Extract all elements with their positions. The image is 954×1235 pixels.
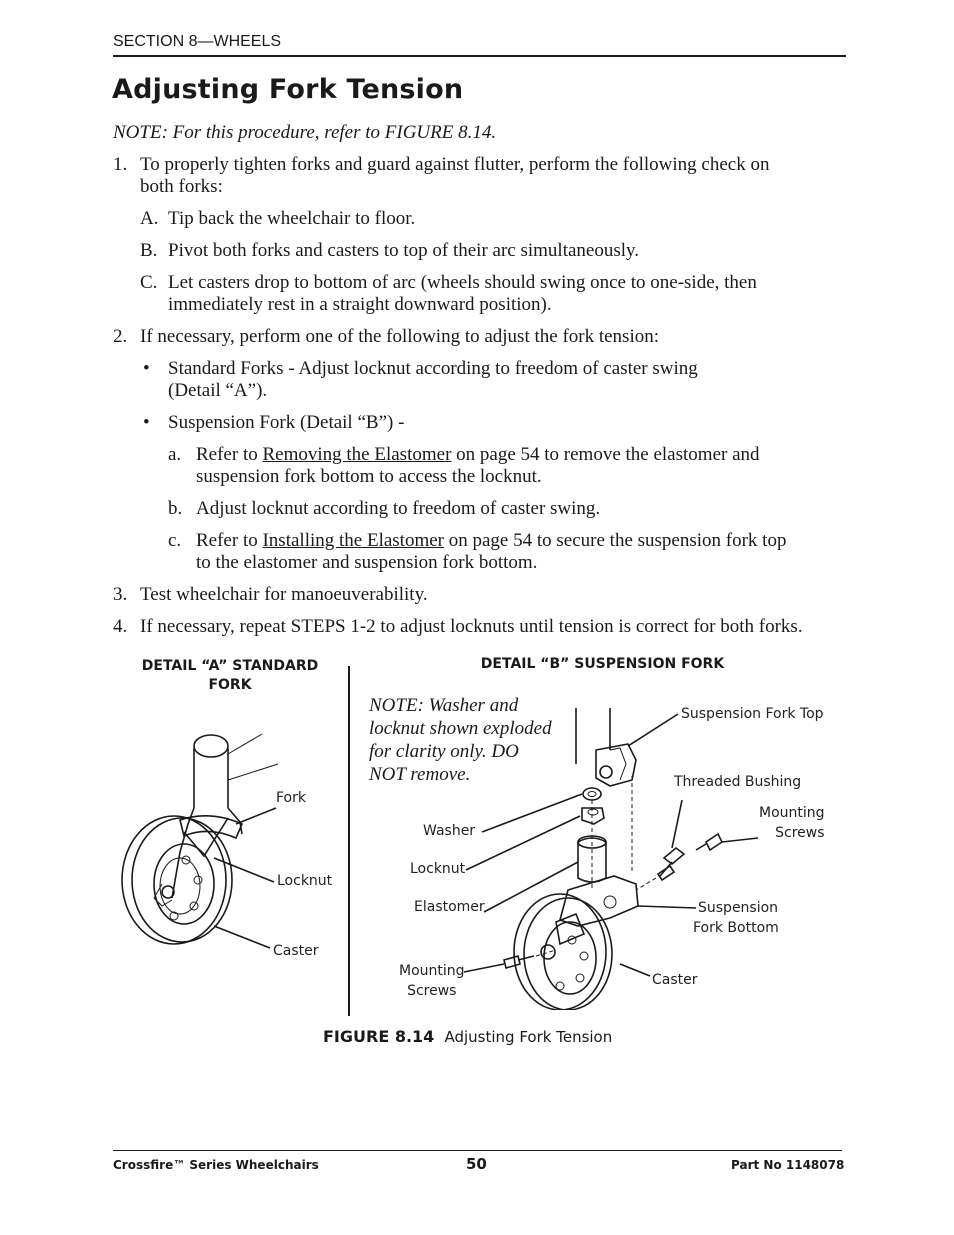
callout-suspension-fork-bottom: Suspension Fork Bottom (693, 900, 779, 936)
callout-suspension-fork-top: Suspension Fork Top (681, 706, 824, 722)
substep-text: Tip back the wheelchair to floor. (168, 208, 416, 229)
sub-bullet-text: suspension fork bottom to access the locknut. (196, 466, 542, 487)
sub-bullet-label: c. (168, 530, 182, 551)
sub-bullet-text: Refer to Installing the Elastomer on page 54 to secure the suspension fork top (196, 530, 787, 551)
callout-locknut-b: Locknut (410, 861, 466, 877)
footer-part-number: Part No 1148078 (731, 1158, 845, 1172)
detail-b-heading: DETAIL “B” SUSPENSION FORK (480, 656, 725, 672)
substep-text: Pivot both forks and casters to top of their arc simultaneously. (168, 240, 640, 261)
step-number: 2. (113, 326, 128, 347)
substep-label: A. (140, 208, 159, 229)
footer-product: Crossfire™ Series Wheelchairs (113, 1158, 319, 1172)
callout-washer: Washer (423, 823, 476, 839)
substep-text: immediately rest in a straight downward position). (168, 294, 552, 315)
bullet-text: Suspension Fork (Detail “B”) - (168, 412, 405, 433)
callout-mounting-screws-top: Mounting Screws (759, 805, 825, 841)
substep-text: Let casters drop to bottom of arc (wheels should swing once to one-side, then (168, 272, 757, 293)
substep-label: C. (140, 272, 158, 293)
installing-elastomer-link[interactable]: Installing the Elastomer (262, 530, 444, 551)
step-text: both forks: (140, 176, 223, 197)
sub-bullet-text: to the elastomer and suspension fork bottom. (196, 552, 538, 573)
callout-caster: Caster (273, 943, 319, 959)
bullet-dot: • (143, 412, 150, 433)
sub-bullet-label: b. (168, 498, 183, 519)
footer-rule (113, 1150, 842, 1151)
step-number: 1. (113, 154, 128, 175)
figure-number: FIGURE 8.14 (323, 1027, 435, 1046)
figure-note: NOTE: Washer and locknut shown exploded for clarity only. DO NOT remove. (369, 695, 552, 785)
callout-threaded-bushing: Threaded Bushing (674, 774, 802, 790)
header-rule (113, 55, 846, 57)
removing-elastomer-link[interactable]: Removing the Elastomer (262, 444, 452, 465)
sub-bullet-text: Refer to Removing the Elastomer on page 54 to remove the elastomer and (196, 444, 760, 465)
page-title: Adjusting Fork Tension (112, 74, 464, 105)
standard-fork-illustration (110, 720, 350, 1010)
callout-fork: Fork (276, 790, 306, 806)
bullet-text: Standard Forks - Adjust locknut according to freedom of caster swing (168, 358, 698, 379)
detail-a-heading: DETAIL “A” STANDARD FORK (141, 658, 319, 693)
procedure-note: NOTE: For this procedure, refer to FIGURE 8.14. (113, 122, 497, 143)
sub-bullet-label: a. (168, 444, 182, 465)
step-text: To properly tighten forks and guard against flutter, perform the following check on (140, 154, 770, 175)
suspension-fork-illustration (460, 690, 760, 1010)
callout-locknut: Locknut (277, 873, 333, 889)
callout-mounting-screws-bottom: Mounting Screws (399, 963, 465, 999)
sub-bullet-text: Adjust locknut according to freedom of caster swing. (196, 498, 601, 519)
step-text: If necessary, perform one of the following to adjust the fork tension: (140, 326, 660, 347)
bullet-text: (Detail “A”). (168, 380, 268, 401)
callout-caster-b: Caster (652, 972, 698, 988)
step-text: If necessary, repeat STEPS 1-2 to adjust locknuts until tension is correct for both forks. (140, 616, 803, 637)
step-text: Test wheelchair for manoeuverability. (140, 584, 428, 605)
figure-caption (323, 1027, 612, 1046)
callout-elastomer: Elastomer (414, 899, 485, 915)
step-number: 3. (113, 584, 128, 605)
substep-label: B. (140, 240, 158, 261)
page-number: 50 (466, 1155, 487, 1173)
section-header: SECTION 8—WHEELS (113, 33, 282, 50)
step-number: 4. (113, 616, 128, 637)
bullet-dot: • (143, 358, 150, 379)
figure-title: Adjusting Fork Tension (444, 1028, 613, 1046)
